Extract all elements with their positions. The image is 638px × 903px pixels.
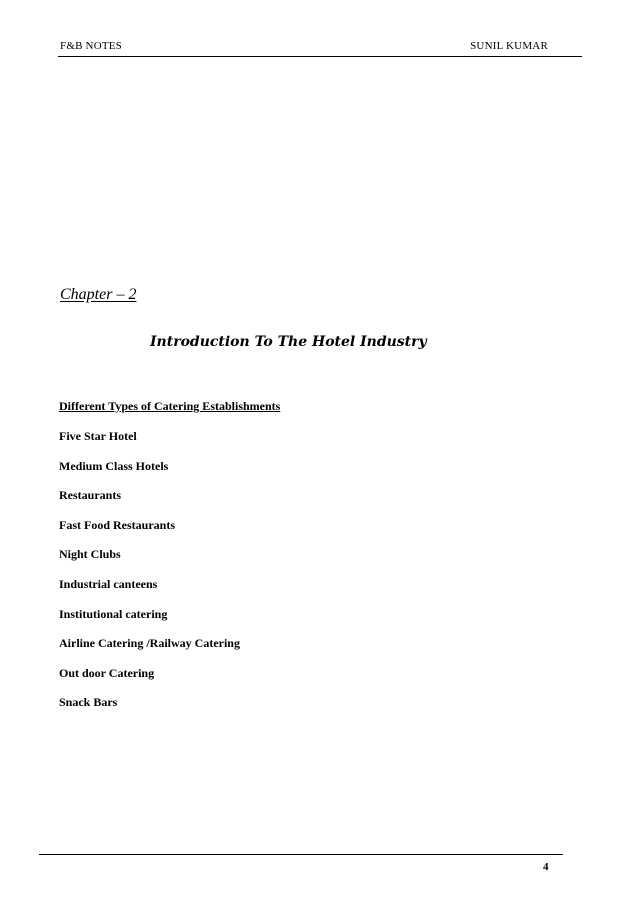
list-item: Fast Food Restaurants: [59, 517, 175, 532]
section-heading: Different Types of Catering Establishments: [59, 399, 281, 413]
list-item: Institutional catering: [59, 606, 168, 621]
list-item: Night Clubs: [59, 547, 121, 562]
header-author: SUNIL KUMAR: [470, 40, 548, 52]
footer-divider: [39, 854, 563, 855]
page-title: Introduction To The Hotel Industry: [150, 334, 427, 350]
list-item: Snack Bars: [59, 695, 118, 710]
list-item: Five Star Hotel: [59, 429, 137, 443]
list-item: Industrial canteens: [59, 576, 158, 591]
list-item: Medium Class Hotels: [59, 458, 169, 473]
page-header: [58, 40, 582, 57]
list-item: Airline Catering /Railway Catering: [59, 636, 240, 651]
establishment-list: [59, 398, 280, 724]
chapter-heading: Chapter – 2: [60, 286, 137, 303]
header-left-text: F&B NOTES: [60, 40, 123, 52]
list-item: Out door Catering: [59, 665, 155, 680]
page-number: 4: [543, 861, 549, 873]
list-item: Restaurants: [59, 488, 121, 503]
